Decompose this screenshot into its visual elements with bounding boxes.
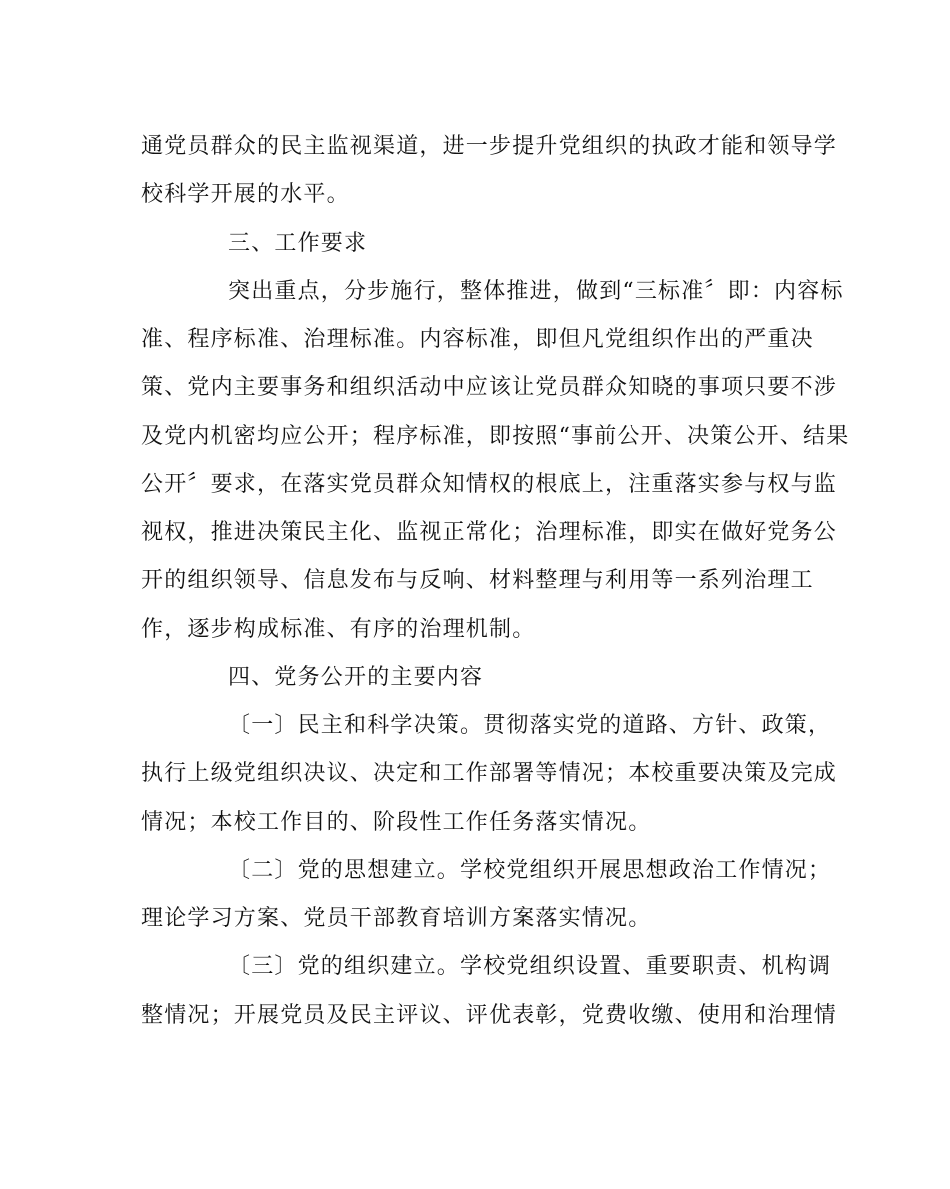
text-line: 〔三〕党的组织建立。学校党组织设置、重要职责、机构调 [228,954,832,979]
text-line: 策、党内主要事务和组织活动中应该让党员群众知晓的事项只要不涉 [141,375,838,400]
text-line: 准、程序标准、治理标准。内容标准，即但凡党组织作出的严重决 [141,327,814,352]
text-line: 校科学开展的水平。 [141,182,350,207]
text-line: 通党员群众的民主监视渠道，进一步提升党组织的执政才能和领导学 [141,134,838,159]
text-line: 整情况；开展党员及民主评议、评优表彰，党费收缴、使用和治理情 [141,1003,838,1028]
section-heading: 三、工作要求 [228,231,368,256]
text-line: 作，逐步构成标准、有序的治理机制。 [141,617,536,642]
text-line: 〔一〕民主和科学决策。贯彻落实党的道路、方针、政策， [228,713,832,738]
text-line: 视权，推进决策民主化、监视正常化；治理标准，即实在做好党务公 [141,520,838,545]
text-line: 执行上级党组织决议、决定和工作部署等情况；本校重要决策及完成 [141,761,838,786]
text-line: 突出重点，分步施行，整体推进，做到“三标准〞即：内容标 [228,279,844,304]
text-line: 〔二〕党的思想建立。学校党组织开展思想政治工作情况； [228,858,832,883]
text-line: 理论学习方案、党员干部教育培训方案落实情况。 [141,906,652,931]
text-line: 及党内机密均应公开；程序标准，即按照“事前公开、决策公开、结果 [141,424,850,449]
text-line: 公开〞要求，在落实党员群众知情权的根底上，注重落实参与权与监 [141,472,838,497]
text-line: 开的组织领导、信息发布与反响、材料整理与利用等一系列治理工 [141,568,814,593]
section-heading: 四、党务公开的主要内容 [228,665,484,690]
text-line: 情况；本校工作目的、阶段性工作任务落实情况。 [141,810,652,835]
